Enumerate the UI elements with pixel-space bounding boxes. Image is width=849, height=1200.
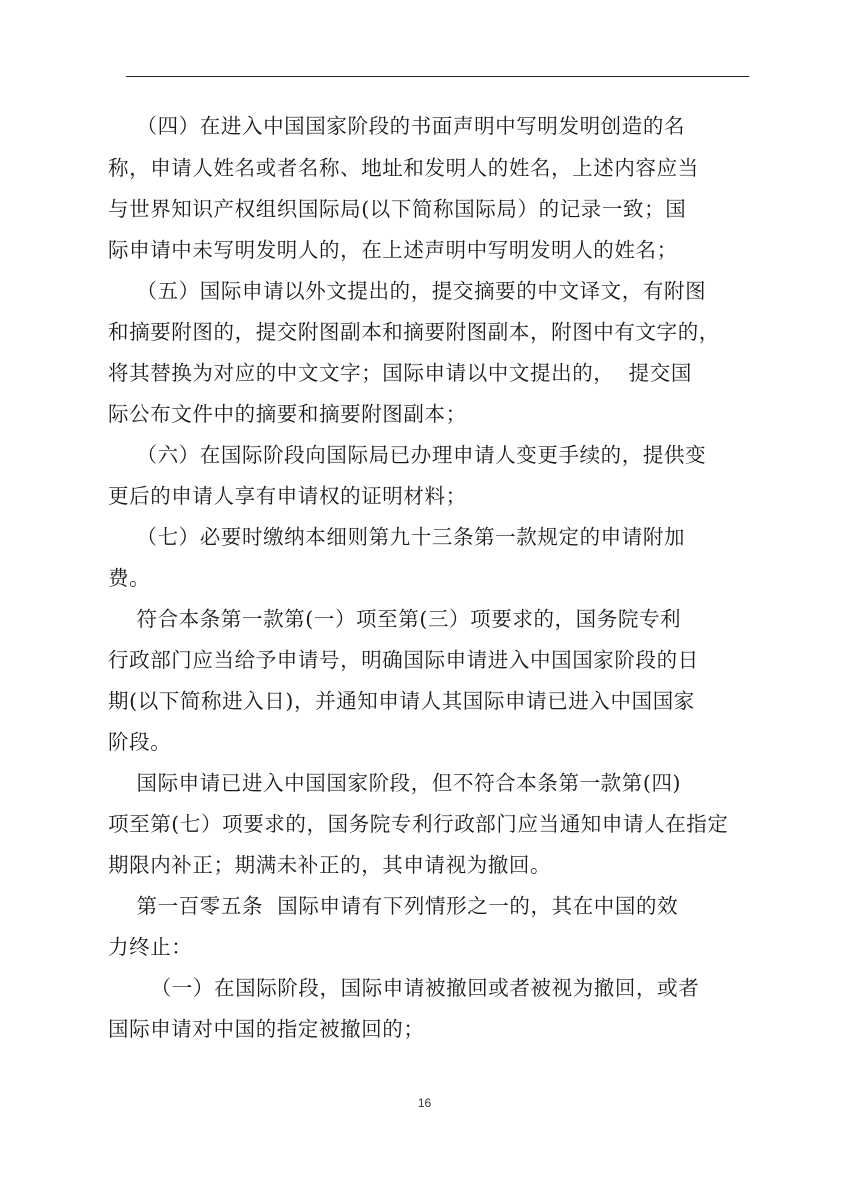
text-line: 行政部门应当给予申请号，明确国际申请进入中国国家阶段的日 — [108, 648, 699, 672]
text-line: 第一百零五条 国际申请有下列情形之一的，其在中国的效 — [108, 894, 679, 918]
text-line: （四）在进入中国国家阶段的书面声明中写明发明创造的名 — [108, 114, 686, 138]
text-line: 际申请中未写明发明人的，在上述声明中写明发明人的姓名； — [108, 238, 678, 262]
text-line: 力终止： — [108, 935, 193, 959]
text-line: 和摘要附图的，提交附图副本和摘要附图副本，附图中有文字的， — [108, 320, 720, 344]
header-rule — [126, 76, 749, 77]
text-line: （七）必要时缴纳本细则第九十三条第一款规定的申请附加 — [108, 525, 686, 549]
text-line: 期(以下简称进入日)，并通知申请人其国际申请已进入中国国家 — [108, 689, 695, 713]
text-line: （一）在国际阶段，国际申请被撤回或者被视为撤回，或者 — [108, 976, 700, 1000]
text-line: 更后的申请人享有申请权的证明材料； — [108, 484, 467, 508]
page-number: 16 — [417, 1096, 432, 1110]
text-line: （五）国际申请以外文提出的，提交摘要的中文译文，有附图 — [108, 279, 707, 303]
text-line: 与世界知识产权组织国际局(以下简称国际局）的记录一致；国 — [108, 197, 687, 221]
text-line: 际公布文件中的摘要和摘要附图副本； — [108, 402, 467, 426]
text-line: 将其替换为对应的中文文字；国际申请以中文提出的， 提交国 — [108, 361, 692, 385]
text-line: （六）在国际阶段向国际局已办理申请人变更手续的，提供变 — [108, 443, 707, 467]
text-line: 符合本条第一款第(一）项至第(三）项要求的，国务院专利 — [108, 607, 682, 631]
text-line: 费。 — [108, 566, 151, 590]
text-line: 期限内补正；期满未补正的，其申请视为撤回。 — [108, 853, 552, 877]
text-line: 称，申请人姓名或者名称、地址和发明人的姓名，上述内容应当 — [108, 156, 699, 180]
text-line: 国际申请对中国的指定被撤回的； — [108, 1017, 425, 1041]
text-line: 阶段。 — [108, 730, 172, 754]
text-line: 国际申请已进入中国国家阶段，但不符合本条第一款第(四) — [108, 771, 682, 795]
text-line: 项至第(七）项要求的，国务院专利行政部门应当通知申请人在指定 — [108, 812, 729, 836]
